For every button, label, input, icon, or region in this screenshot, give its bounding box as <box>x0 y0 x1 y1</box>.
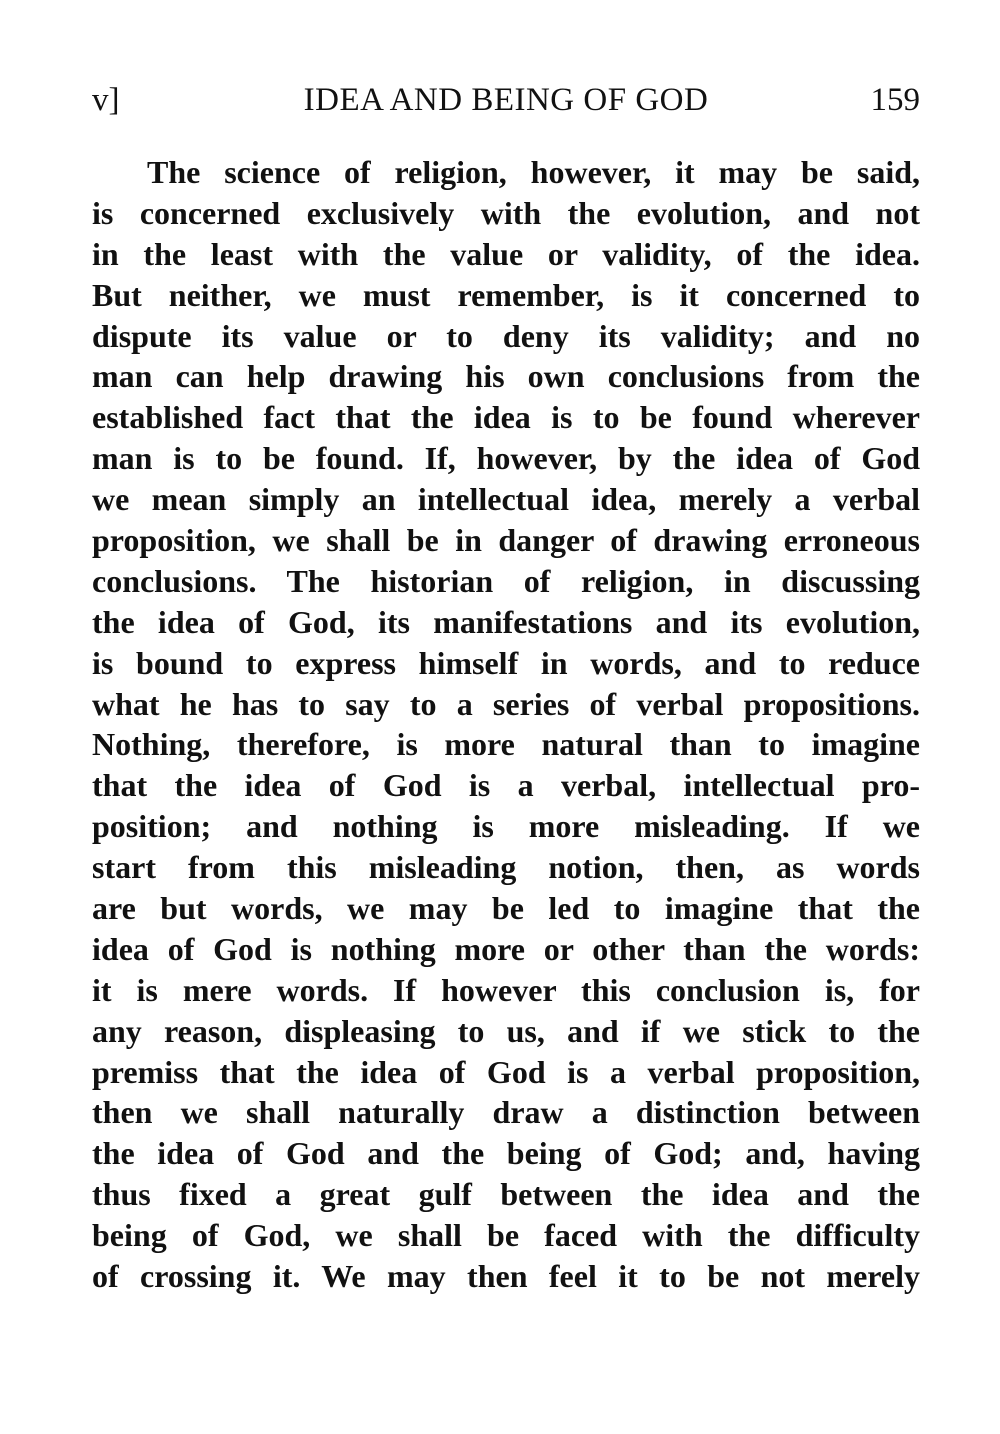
text-line: position; and nothing is more misleading. If we <box>92 808 920 845</box>
text-line: conclusions. The historian of religion, in discussing <box>92 562 920 599</box>
chapter-marker: v] <box>92 82 120 118</box>
page-title: IDEA AND BEING OF GOD <box>303 82 709 118</box>
text-line: that the idea of God is a verbal, intellectual pro- <box>92 767 920 804</box>
text-line: man is to be found. If, however, by the idea of God <box>92 440 920 477</box>
text-line: proposition, we shall be in danger of drawing erroneous <box>92 522 920 559</box>
text-line: the idea of God and the being of God; and, having <box>92 1135 920 1172</box>
text-line: dispute its value or to deny its validity; and no <box>92 317 920 354</box>
text-line: what he has to say to a series of verbal propositions. <box>92 685 920 722</box>
text-line: then we shall naturally draw a distinction between <box>92 1094 920 1131</box>
text-line: it is mere words. If however this conclusion is, for <box>92 971 920 1008</box>
text-line: is bound to express himself in words, and to reduce <box>92 644 920 681</box>
text-line: man can help drawing his own conclusions from the <box>92 358 920 395</box>
running-header <box>92 78 920 122</box>
text-line: idea of God is nothing more or other than the words: <box>92 930 920 967</box>
text-line: Nothing, therefore, is more natural than to imagine <box>92 726 920 763</box>
text-line: of crossing it. We may then feel it to be not merely <box>92 1258 920 1295</box>
text-line: are but words, we may be led to imagine that the <box>92 890 920 927</box>
text-line: the idea of God, its manifestations and its evolution, <box>92 603 920 640</box>
text-line: thus fixed a great gulf between the idea and the <box>92 1176 920 1213</box>
body-text <box>92 152 920 1297</box>
page-number: 159 <box>870 82 920 118</box>
text-line: But neither, we must remember, is it concerned to <box>92 276 920 313</box>
text-line: is concerned exclusively with the evolution, and not <box>92 194 920 231</box>
text-line: The science of religion, however, it may be said, <box>147 154 920 190</box>
text-line: we mean simply an intellectual idea, merely a verbal <box>92 481 920 518</box>
text-line: in the least with the value or validity, of the idea. <box>92 235 920 272</box>
text-line: premiss that the idea of God is a verbal proposition, <box>92 1053 920 1090</box>
text-line: established fact that the idea is to be found wherever <box>92 399 920 436</box>
text-line: any reason, displeasing to us, and if we stick to the <box>92 1012 920 1049</box>
text-line: being of God, we shall be faced with the difficulty <box>92 1217 920 1254</box>
text-line: start from this misleading notion, then, as words <box>92 849 920 886</box>
